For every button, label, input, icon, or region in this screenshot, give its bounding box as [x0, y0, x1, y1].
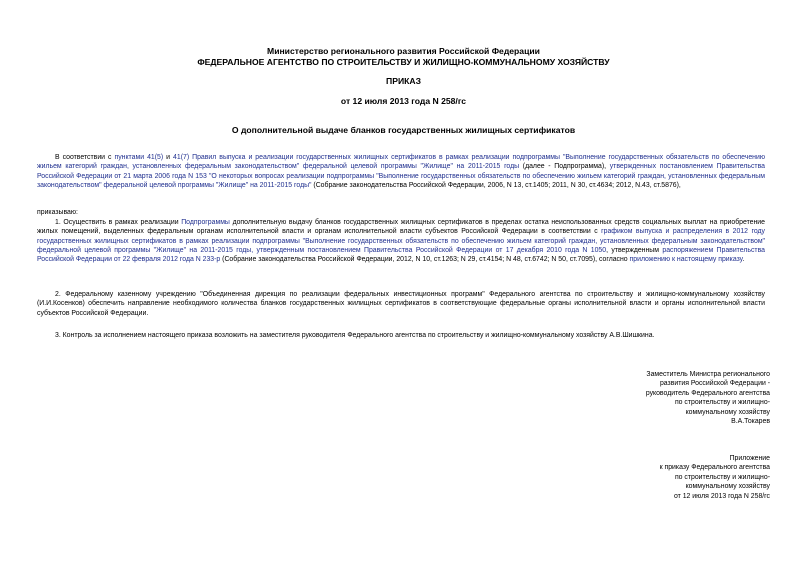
link-order-233r[interactable]: распоряжением Правительства Российской Федерации от 22 февраля 2012 года N 233-р: [37, 246, 765, 264]
signature-line: коммунальному хозяйству: [685, 408, 770, 416]
preamble-text: (Собрание законодательства Российской Федерации, 2006, N 13, ст.1405; 2011, N 30, ст.4634; 2012, N.43, ст.5876),: [311, 181, 681, 189]
item1-text: дополнительную выдачу бланков государственных жилищных сертификатов в пределах остатка неиспользованных средств социальных выплат на приобретение жилых помещений, выделенных федеральным органам исполнительной власти и органам исполнительной власти субъектов Российской Федерации в соответствии с: [37, 219, 765, 236]
link-resolution-153[interactable]: утвержденных постановлением Правительства Российской Федерации от 21 марта 2006 года N 153 "О некоторых вопросах реализации подпрограммы "Выполнение государственных обязательств по обеспечению жильем категорий граждан, установленных федеральным законодательством" федеральной целевой программы "Жилище" на 2011-2015 годы": [37, 163, 766, 189]
signature-line: развития Российской Федерации -: [659, 380, 770, 388]
link-points-41-5[interactable]: пунктами 41(5): [114, 154, 164, 161]
link-appendix[interactable]: приложению к настоящему приказу: [629, 256, 743, 264]
ministry-title: Министерство регионального развития Российской Федерации: [267, 46, 540, 56]
signature-line: Заместитель Министра регионального: [646, 371, 770, 378]
item1-text: .: [742, 256, 745, 264]
signature-block: [590, 370, 770, 426]
appendix-title: Приложение: [729, 455, 770, 462]
preamble-text: и: [163, 154, 174, 161]
appendix-line: коммунальному хозяйству: [685, 483, 770, 491]
appendix-date: от 12 июля 2013 года N 258/гс: [673, 492, 770, 500]
appendix-line: по строительству и жилищно-: [674, 473, 770, 481]
orders-word: приказываю:: [37, 209, 78, 216]
item-3-paragraph: 3. Контроль за исполнением настоящего приказа возложить на заместителя руководителя Федерального агентства по строительству и жилищно-коммунальному хозяйству А.В.Шишкина.: [55, 332, 655, 339]
preamble-text: (далее - Подпрограмма),: [519, 163, 610, 171]
appendix-block: [590, 454, 770, 501]
signer-name: В.А.Токарев: [731, 418, 770, 426]
agency-title: ФЕДЕРАЛЬНОЕ АГЕНТСТВО ПО СТРОИТЕЛЬСТВУ И ЖИЛИЩНО-КОММУНАЛЬНОМУ ХОЗЯЙСТВУ: [197, 57, 610, 67]
signature-line: руководитель Федерального агентства: [645, 389, 770, 397]
preamble-paragraph: [37, 153, 765, 190]
link-schedule-2012[interactable]: графиком выпуска и распределения в 2012 году государственных жилищных сертификатов в рамках реализации подпрограммы "Выполнение государственных обязательств по обеспечению жильем категорий граждан, установленных федеральным законодательством" федеральной целевой программы "Жилище" на 2011-2015 годы, утвержденным постановлением Правительства Российской Федерации от 17 декабря 2010 года N 1050: [37, 228, 765, 254]
item1-text: (Собрание законодательства Российской Федерации, 2012, N 10, ст.1263; N 29, ст.4154; N 48, ст.6742; N 50, ст.7095), согласно: [220, 256, 630, 264]
link-subprogram[interactable]: Подпрограммы: [181, 219, 230, 226]
link-rules-41-7[interactable]: 41(7) Правил выпуска и реализации государственных жилищных сертификатов в рамках реализации подпрограммы "Выполнение государственных обязательств по обеспечению жильем категорий граждан, установленных федеральным законодательством" федеральной целевой программы "Жилище" на 2011-2015 годы: [37, 154, 765, 171]
item-2-paragraph: 2. Федеральному казенному учреждению "Объединенная дирекция по реализации федеральных инвестиционных программ" Федерального агентства по строительству и жилищно-коммунальному хозяйству (И.И.Косенков) обеспечить направление необходимого количества бланков государственных жилищных сертификатов в соответствующие федеральные органы исполнительной власти и органы исполнительной власти субъектов Российской Федерации.: [37, 291, 765, 317]
item1-text: , утвержденным: [606, 246, 663, 254]
doc-subject-title: О дополнительной выдаче бланков государственных жилищных сертификатов: [231, 125, 576, 135]
doc-type-heading: ПРИКАЗ: [386, 76, 421, 86]
doc-date-number: от 12 июля 2013 года N 258/гс: [340, 96, 467, 106]
appendix-line: к приказу Федерального агентства: [659, 464, 770, 472]
item-1-paragraph: [37, 218, 765, 264]
item1-text: 1. Осуществить в рамках реализации: [55, 219, 182, 226]
preamble-text: В соответствии с: [55, 154, 115, 161]
signature-line: по строительству и жилищно-: [674, 399, 770, 407]
